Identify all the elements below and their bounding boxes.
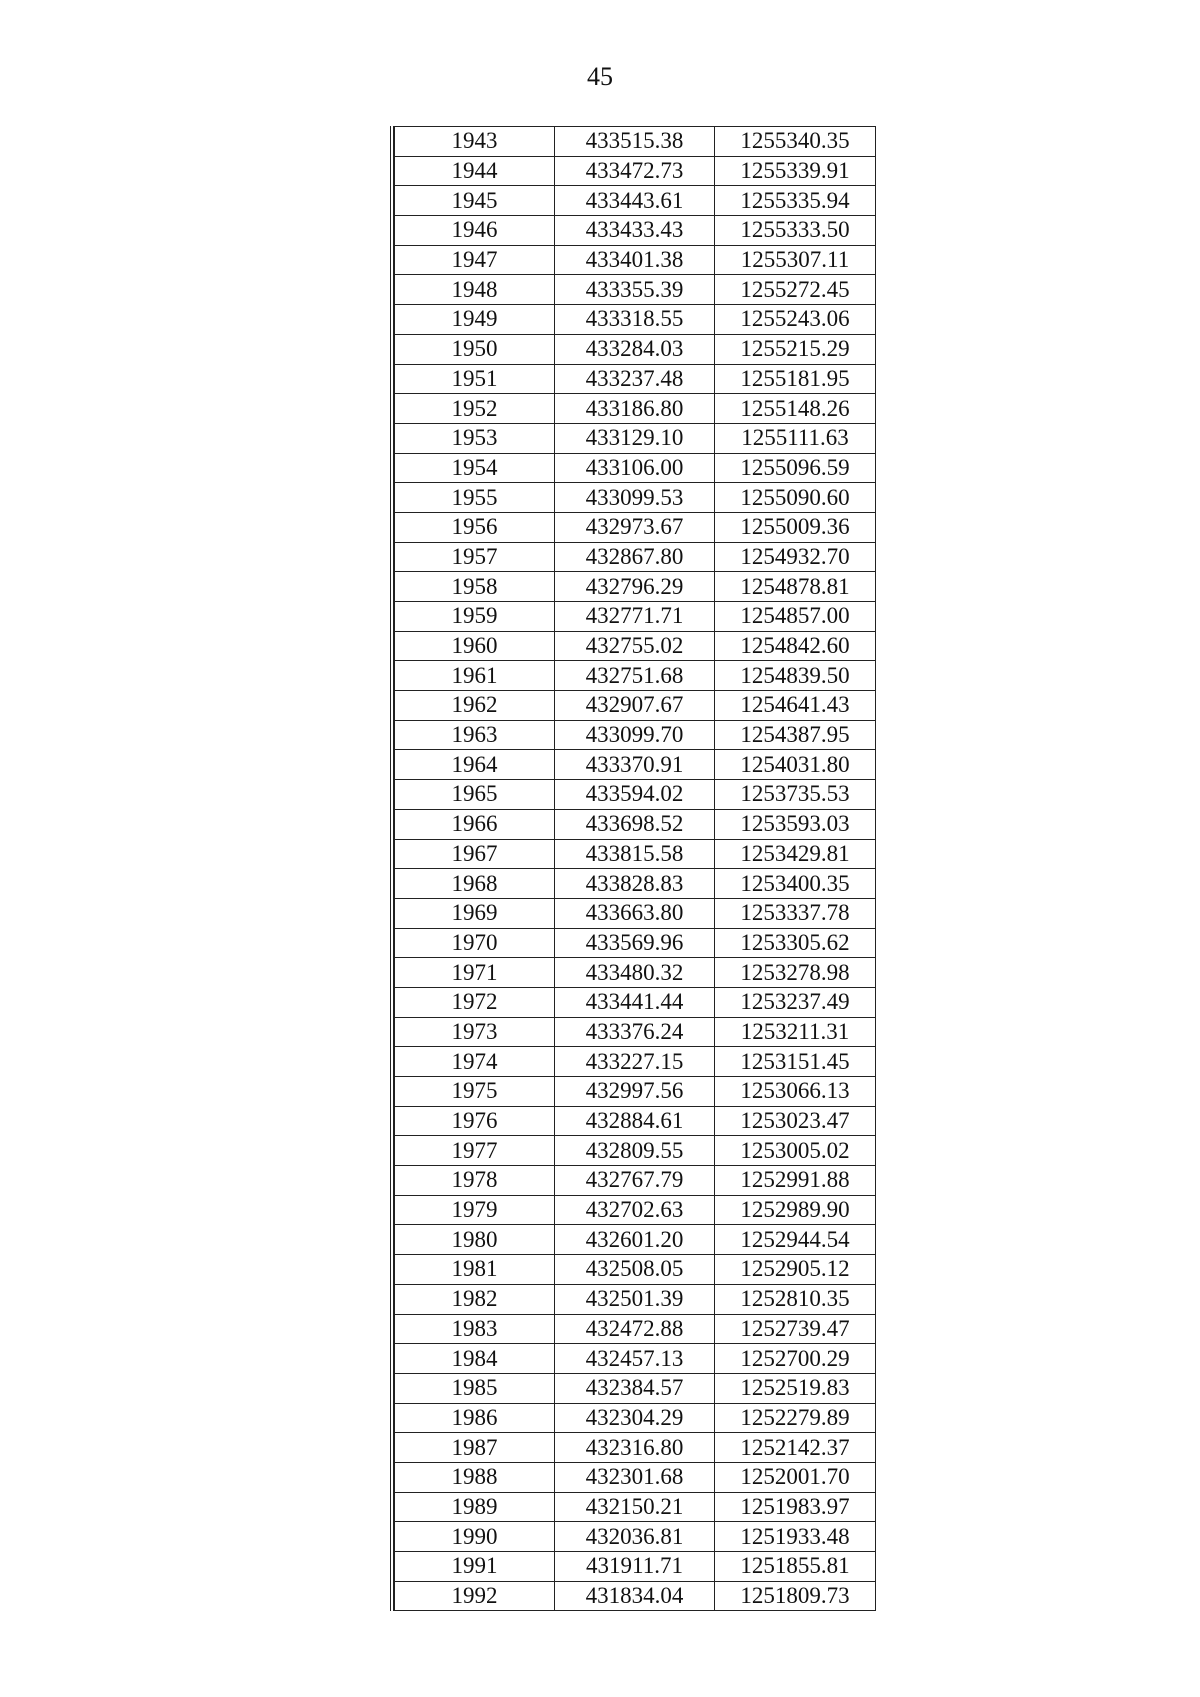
x-value-cell: 433443.61 <box>555 186 715 216</box>
table-row <box>395 839 876 869</box>
x-value-cell: 433441.44 <box>555 987 715 1017</box>
year-cell: 1985 <box>395 1373 555 1403</box>
year-cell: 1955 <box>395 483 555 513</box>
x-value-cell: 433237.48 <box>555 364 715 394</box>
table-row <box>395 1106 876 1136</box>
table-row <box>395 780 876 810</box>
x-value-cell: 433106.00 <box>555 453 715 483</box>
year-cell: 1971 <box>395 958 555 988</box>
y-value-cell: 1255340.35 <box>715 127 876 157</box>
table-row <box>395 305 876 335</box>
year-cell: 1943 <box>395 127 555 157</box>
y-value-cell: 1253593.03 <box>715 809 876 839</box>
table-row <box>395 216 876 246</box>
coordinate-table-container <box>390 126 876 1611</box>
table-row <box>395 512 876 542</box>
table-row <box>395 1314 876 1344</box>
year-cell: 1978 <box>395 1166 555 1196</box>
year-cell: 1965 <box>395 780 555 810</box>
y-value-cell: 1253735.53 <box>715 780 876 810</box>
table-row <box>395 1136 876 1166</box>
year-cell: 1944 <box>395 156 555 186</box>
table-row <box>395 1433 876 1463</box>
table-row <box>395 1166 876 1196</box>
table-row <box>395 186 876 216</box>
y-value-cell: 1255307.11 <box>715 245 876 275</box>
y-value-cell: 1251809.73 <box>715 1581 876 1611</box>
x-value-cell: 432767.79 <box>555 1166 715 1196</box>
year-cell: 1964 <box>395 750 555 780</box>
y-value-cell: 1253066.13 <box>715 1077 876 1107</box>
x-value-cell: 432997.56 <box>555 1077 715 1107</box>
y-value-cell: 1253023.47 <box>715 1106 876 1136</box>
table-row <box>395 720 876 750</box>
y-value-cell: 1254031.80 <box>715 750 876 780</box>
y-value-cell: 1255111.63 <box>715 423 876 453</box>
year-cell: 1976 <box>395 1106 555 1136</box>
y-value-cell: 1252991.88 <box>715 1166 876 1196</box>
table-row <box>395 1344 876 1374</box>
table-row <box>395 1403 876 1433</box>
y-value-cell: 1252989.90 <box>715 1195 876 1225</box>
x-value-cell: 432809.55 <box>555 1136 715 1166</box>
year-cell: 1967 <box>395 839 555 869</box>
year-cell: 1974 <box>395 1047 555 1077</box>
table-row <box>395 958 876 988</box>
y-value-cell: 1255009.36 <box>715 512 876 542</box>
x-value-cell: 433515.38 <box>555 127 715 157</box>
y-value-cell: 1255215.29 <box>715 334 876 364</box>
year-cell: 1981 <box>395 1255 555 1285</box>
table-row <box>395 423 876 453</box>
table-row <box>395 631 876 661</box>
x-value-cell: 431911.71 <box>555 1552 715 1582</box>
table-row <box>395 394 876 424</box>
y-value-cell: 1254857.00 <box>715 602 876 632</box>
x-value-cell: 432501.39 <box>555 1284 715 1314</box>
table-row <box>395 691 876 721</box>
year-cell: 1956 <box>395 512 555 542</box>
year-cell: 1961 <box>395 661 555 691</box>
x-value-cell: 433433.43 <box>555 216 715 246</box>
year-cell: 1968 <box>395 869 555 899</box>
table-row <box>395 809 876 839</box>
y-value-cell: 1255148.26 <box>715 394 876 424</box>
table-row <box>395 453 876 483</box>
x-value-cell: 433355.39 <box>555 275 715 305</box>
x-value-cell: 432796.29 <box>555 572 715 602</box>
table-row <box>395 1462 876 1492</box>
year-cell: 1987 <box>395 1433 555 1463</box>
table-row <box>395 1284 876 1314</box>
table-body <box>395 127 876 1611</box>
y-value-cell: 1254387.95 <box>715 720 876 750</box>
y-value-cell: 1252519.83 <box>715 1373 876 1403</box>
x-value-cell: 432867.80 <box>555 542 715 572</box>
table-row <box>395 127 876 157</box>
y-value-cell: 1253429.81 <box>715 839 876 869</box>
y-value-cell: 1254932.70 <box>715 542 876 572</box>
x-value-cell: 433370.91 <box>555 750 715 780</box>
table-row <box>395 483 876 513</box>
table-row <box>395 156 876 186</box>
y-value-cell: 1253278.98 <box>715 958 876 988</box>
x-value-cell: 433828.83 <box>555 869 715 899</box>
year-cell: 1947 <box>395 245 555 275</box>
x-value-cell: 432751.68 <box>555 661 715 691</box>
y-value-cell: 1253005.02 <box>715 1136 876 1166</box>
table-row <box>395 661 876 691</box>
year-cell: 1991 <box>395 1552 555 1582</box>
x-value-cell: 433227.15 <box>555 1047 715 1077</box>
x-value-cell: 432907.67 <box>555 691 715 721</box>
year-cell: 1982 <box>395 1284 555 1314</box>
page-number: 45 <box>587 62 613 91</box>
y-value-cell: 1255096.59 <box>715 453 876 483</box>
y-value-cell: 1254641.43 <box>715 691 876 721</box>
year-cell: 1983 <box>395 1314 555 1344</box>
x-value-cell: 432702.63 <box>555 1195 715 1225</box>
x-value-cell: 432457.13 <box>555 1344 715 1374</box>
x-value-cell: 432973.67 <box>555 512 715 542</box>
y-value-cell: 1253237.49 <box>715 987 876 1017</box>
year-cell: 1953 <box>395 423 555 453</box>
year-cell: 1975 <box>395 1077 555 1107</box>
y-value-cell: 1253211.31 <box>715 1017 876 1047</box>
table-row <box>395 602 876 632</box>
y-value-cell: 1255333.50 <box>715 216 876 246</box>
x-value-cell: 433376.24 <box>555 1017 715 1047</box>
table-row <box>395 542 876 572</box>
year-cell: 1949 <box>395 305 555 335</box>
year-cell: 1948 <box>395 275 555 305</box>
y-value-cell: 1255181.95 <box>715 364 876 394</box>
coordinate-table <box>394 126 876 1611</box>
table-row <box>395 364 876 394</box>
x-value-cell: 432601.20 <box>555 1225 715 1255</box>
x-value-cell: 432304.29 <box>555 1403 715 1433</box>
table-row <box>395 1077 876 1107</box>
x-value-cell: 432316.80 <box>555 1433 715 1463</box>
table-row <box>395 334 876 364</box>
table-row <box>395 1581 876 1611</box>
x-value-cell: 432472.88 <box>555 1314 715 1344</box>
x-value-cell: 433698.52 <box>555 809 715 839</box>
y-value-cell: 1252944.54 <box>715 1225 876 1255</box>
x-value-cell: 432301.68 <box>555 1462 715 1492</box>
table-row <box>395 1047 876 1077</box>
table-row <box>395 1373 876 1403</box>
year-cell: 1970 <box>395 928 555 958</box>
table-row <box>395 1017 876 1047</box>
year-cell: 1977 <box>395 1136 555 1166</box>
y-value-cell: 1254839.50 <box>715 661 876 691</box>
y-value-cell: 1253151.45 <box>715 1047 876 1077</box>
table-row <box>395 898 876 928</box>
year-cell: 1959 <box>395 602 555 632</box>
x-value-cell: 433569.96 <box>555 928 715 958</box>
y-value-cell: 1252810.35 <box>715 1284 876 1314</box>
year-cell: 1950 <box>395 334 555 364</box>
year-cell: 1966 <box>395 809 555 839</box>
year-cell: 1963 <box>395 720 555 750</box>
y-value-cell: 1255335.94 <box>715 186 876 216</box>
x-value-cell: 432150.21 <box>555 1492 715 1522</box>
year-cell: 1962 <box>395 691 555 721</box>
y-value-cell: 1252739.47 <box>715 1314 876 1344</box>
x-value-cell: 433815.58 <box>555 839 715 869</box>
x-value-cell: 433472.73 <box>555 156 715 186</box>
y-value-cell: 1252142.37 <box>715 1433 876 1463</box>
y-value-cell: 1251855.81 <box>715 1552 876 1582</box>
x-value-cell: 431834.04 <box>555 1581 715 1611</box>
table-row <box>395 1522 876 1552</box>
table-row <box>395 1255 876 1285</box>
year-cell: 1954 <box>395 453 555 483</box>
table-row <box>395 987 876 1017</box>
year-cell: 1972 <box>395 987 555 1017</box>
x-value-cell: 433401.38 <box>555 245 715 275</box>
x-value-cell: 433480.32 <box>555 958 715 988</box>
y-value-cell: 1252279.89 <box>715 1403 876 1433</box>
year-cell: 1952 <box>395 394 555 424</box>
y-value-cell: 1255243.06 <box>715 305 876 335</box>
x-value-cell: 433663.80 <box>555 898 715 928</box>
table-row <box>395 869 876 899</box>
year-cell: 1957 <box>395 542 555 572</box>
table-row <box>395 928 876 958</box>
x-value-cell: 433318.55 <box>555 305 715 335</box>
y-value-cell: 1253337.78 <box>715 898 876 928</box>
year-cell: 1990 <box>395 1522 555 1552</box>
year-cell: 1986 <box>395 1403 555 1433</box>
table-row <box>395 1552 876 1582</box>
year-cell: 1973 <box>395 1017 555 1047</box>
y-value-cell: 1252905.12 <box>715 1255 876 1285</box>
table-row <box>395 1225 876 1255</box>
x-value-cell: 432884.61 <box>555 1106 715 1136</box>
x-value-cell: 433594.02 <box>555 780 715 810</box>
y-value-cell: 1253400.35 <box>715 869 876 899</box>
year-cell: 1945 <box>395 186 555 216</box>
x-value-cell: 433186.80 <box>555 394 715 424</box>
y-value-cell: 1252001.70 <box>715 1462 876 1492</box>
table-row <box>395 1492 876 1522</box>
x-value-cell: 433129.10 <box>555 423 715 453</box>
table-row <box>395 275 876 305</box>
y-value-cell: 1254878.81 <box>715 572 876 602</box>
year-cell: 1984 <box>395 1344 555 1374</box>
x-value-cell: 432771.71 <box>555 602 715 632</box>
year-cell: 1946 <box>395 216 555 246</box>
y-value-cell: 1255090.60 <box>715 483 876 513</box>
x-value-cell: 432384.57 <box>555 1373 715 1403</box>
x-value-cell: 433099.53 <box>555 483 715 513</box>
y-value-cell: 1251983.97 <box>715 1492 876 1522</box>
x-value-cell: 432508.05 <box>555 1255 715 1285</box>
year-cell: 1969 <box>395 898 555 928</box>
year-cell: 1980 <box>395 1225 555 1255</box>
table-row <box>395 245 876 275</box>
y-value-cell: 1252700.29 <box>715 1344 876 1374</box>
y-value-cell: 1255339.91 <box>715 156 876 186</box>
y-value-cell: 1254842.60 <box>715 631 876 661</box>
year-cell: 1951 <box>395 364 555 394</box>
y-value-cell: 1251933.48 <box>715 1522 876 1552</box>
x-value-cell: 432036.81 <box>555 1522 715 1552</box>
year-cell: 1979 <box>395 1195 555 1225</box>
y-value-cell: 1255272.45 <box>715 275 876 305</box>
year-cell: 1992 <box>395 1581 555 1611</box>
year-cell: 1958 <box>395 572 555 602</box>
x-value-cell: 433099.70 <box>555 720 715 750</box>
year-cell: 1960 <box>395 631 555 661</box>
year-cell: 1989 <box>395 1492 555 1522</box>
year-cell: 1988 <box>395 1462 555 1492</box>
table-row <box>395 572 876 602</box>
x-value-cell: 433284.03 <box>555 334 715 364</box>
table-row <box>395 750 876 780</box>
x-value-cell: 432755.02 <box>555 631 715 661</box>
y-value-cell: 1253305.62 <box>715 928 876 958</box>
table-row <box>395 1195 876 1225</box>
